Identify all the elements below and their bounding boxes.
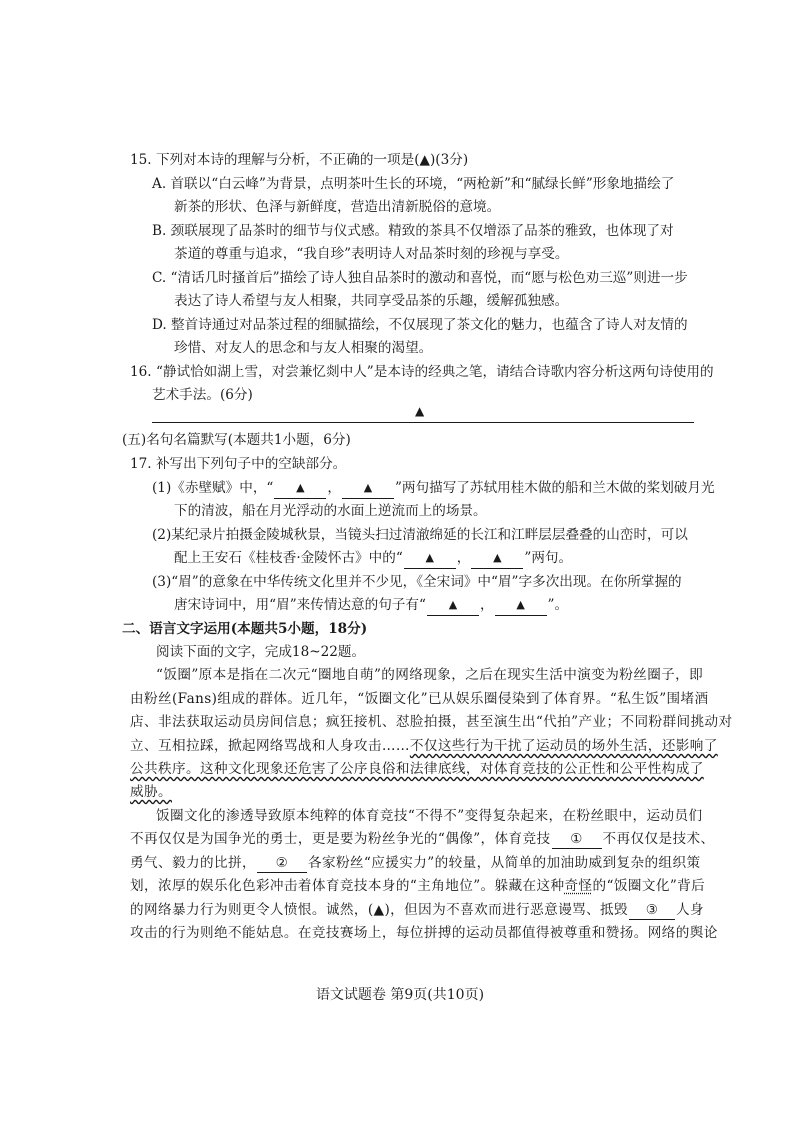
q17-item3-sep: ，	[479, 597, 494, 613]
passage-blank-1[interactable]: ①	[552, 830, 602, 849]
q17-item1-text-b: ”两句描写了苏轼用桂木做的船和兰木做的桨划破月光	[394, 480, 715, 496]
q15-option-a-cont: 新茶的形状、色泽与新鲜度，营造出清新脱俗的意境。	[174, 199, 501, 215]
passage-p1-line1: “饭圈”原本是指在二次元“圈地自萌”的网络现象，之后在现实生活中演变为粉丝圈子，即	[156, 667, 704, 683]
q15-option-d-cont: 珍惜、对友人的思念和与友人相聚的渴望。	[174, 340, 433, 356]
q17-item3-blank2[interactable]	[495, 596, 547, 616]
blank-mark: ▲	[296, 481, 305, 494]
passage-p1-line4	[130, 736, 718, 756]
blank-mark: ▲	[448, 598, 458, 611]
passage-p1-line3: 店、非法获取运动员房间信息；疯狂接机、怼脸拍摄，甚至演生出“代拍”产业；不同粉群间挑动对	[130, 714, 733, 730]
q17-stem: 17. 补写出下列句子中的空缺部分。	[130, 456, 347, 472]
passage-p1-line2: 由粉丝(Fans)组成的群体。近几年，“饭圈文化”已从娱乐圈侵染到了体育界。“私生饭”围堵酒	[130, 691, 709, 707]
q16-answer-line[interactable]	[152, 422, 694, 423]
passage-dotted-word: 奇怪	[564, 878, 593, 894]
q17-item3-cont	[174, 595, 568, 616]
blank-mark: ▲	[425, 551, 435, 564]
q17-item2-text-c: ”两句。	[524, 550, 573, 566]
q17-item1-blank2[interactable]	[342, 479, 394, 499]
q15-option-c-cont: 表达了诗人希望与友人相聚，共同享受品茶的乐趣，缓解孤独感。	[174, 293, 569, 309]
q17-item3: (3)“眉”的意象在中华传统文化里并不少见，《全宋词》中“眉”字多次出现。在你所掌握的	[152, 574, 682, 590]
q16-answer-mark: ▲	[415, 404, 425, 418]
q15-stem: 15. 下列对本诗的理解与分析，不正确的一项是(▲)(3分)	[130, 152, 469, 168]
passage-p2-line3-text-b: 各家粉丝“应援实力”的较量，从简单的加油助威到复杂的组织策	[307, 855, 701, 871]
passage-p2-line5	[130, 900, 704, 920]
section2-heading: 二、语言文字运用(本题共5小题，18分)	[122, 621, 368, 637]
passage-p2-line2-text-b: 不再仅仅是技术、	[602, 831, 715, 847]
q15-option-c: C. “清话几时搔首后”描绘了诗人独自品茶时的激动和喜悦，而“愿与松色劝三巡”则进一步	[152, 270, 688, 286]
blank-mark: ▲	[516, 598, 525, 611]
q15-option-b: B. 颈联展现了品茶时的细节与仪式感。精致的茶具不仅增添了品茶的雅致，也体现了对	[152, 223, 674, 239]
q17-item2-blank1[interactable]	[404, 549, 456, 569]
reading-intro: 阅读下面的文字，完成18~22题。	[156, 644, 366, 660]
passage-p2-line5-text: 的网络暴力行为则更令人愤恨。诚然，(▲)，但因为不喜欢而进行恶意谩骂、抵毁	[130, 902, 629, 918]
q17-item2-text-b: 配上王安石《桂枝香·金陵怀古》中的“	[174, 550, 403, 566]
passage-p2-line2-text: 不再仅仅是为国争光的勇士，更是要为粉丝争光的“偶像”，体育竞技	[130, 831, 551, 847]
passage-p2-line5-text-b: 人身	[676, 902, 705, 918]
q17-item3-blank1[interactable]	[427, 596, 479, 616]
passage-p1-line6: 威胁。	[130, 784, 172, 800]
q17-item1-cont: 下的清波，船在月光浮动的水面上逆流而上的场景。	[174, 503, 487, 519]
passage-p2-line4-text-b: 的“饭圈文化”背后	[592, 878, 706, 894]
q17-item3-text-c: ”。	[547, 597, 569, 613]
passage-blank-2[interactable]: ②	[257, 854, 307, 873]
q16-stem-cont: 艺术手法。(6分)	[152, 387, 253, 403]
passage-underlined-sentence: 不仅这些行为干扰了运动员的场外生活，还影响了	[409, 738, 718, 754]
page-footer: 语文试题卷 第9页(共10页)	[315, 987, 485, 1003]
q17-item1-sep: ，	[327, 480, 341, 496]
passage-p2-line6: 攻击的行为则绝不能姑息。在竞技赛场上，每位拼搏的运动员都值得被尊重和赞扬。网络的舆论	[130, 925, 718, 941]
passage-p2-line1: 饭圈文化的渗透导致原本纯粹的体育竞技“不得不”变得复杂起来，在粉丝眼中，运动员们	[156, 808, 703, 824]
blank-mark: ▲	[493, 551, 502, 564]
q16-stem: 16. “静试恰如湖上雪，对尝兼忆剡中人”是本诗的经典之笔，请结合诗歌内容分析这两句诗使用的	[130, 364, 714, 380]
passage-p1-line4-text: 立、互相拉踩，掀起网络骂战和人身攻击……	[130, 738, 410, 754]
passage-p2-line3	[130, 853, 700, 873]
passage-p2-line3-text: 勇气、毅力的比拼，	[130, 855, 256, 871]
q17-item3-text-b: 唐宋诗词中，用“眉”来传情达意的句子有“	[174, 597, 426, 613]
q15-option-a: A. 首联以“白云峰”为背景，点明茶叶生长的环境，“两枪新”和“腻绿长鲜”形象地描绘了	[152, 176, 675, 192]
q17-item2-blank2[interactable]	[471, 549, 523, 569]
q17-item2-sep: ，	[456, 550, 471, 566]
section5-heading: (五)名句名篇默写(本题共1小题，6分)	[122, 432, 351, 448]
blank-mark: ▲	[363, 481, 373, 494]
q17-item1	[152, 478, 715, 499]
passage-p2-line2	[130, 829, 714, 849]
passage-p2-line4	[130, 876, 705, 896]
passage-p1-line5: 公共秩序。这种文化现象还危害了公序良俗和法律底线，对体育竞技的公正性和公平性构成了	[130, 761, 704, 777]
q17-item1-blank1[interactable]	[274, 479, 326, 499]
q15-option-d: D. 整首诗通过对品茶过程的细腻描绘，不仅展现了茶文化的魅力，也蕴含了诗人对友情的	[152, 317, 688, 333]
q17-item1-text-a: (1)《赤壁赋》中，“	[152, 480, 274, 496]
passage-p2-line4-text: 划，浓厚的娱乐化色彩冲击着体育竞技本身的“主角地位”。躲藏在这种	[130, 878, 565, 894]
q15-option-b-cont: 茶道的尊重与追求，“我自珍”表明诗人对品茶时刻的珍视与享受。	[174, 246, 569, 262]
q17-item2: (2)某纪录片拍摄金陵城秋景，当镜头扫过清澈绵延的长江和江畔层层叠叠的山峦时，可以	[152, 527, 688, 543]
passage-blank-3[interactable]: ③	[629, 901, 675, 920]
q17-item2-cont	[174, 548, 572, 569]
